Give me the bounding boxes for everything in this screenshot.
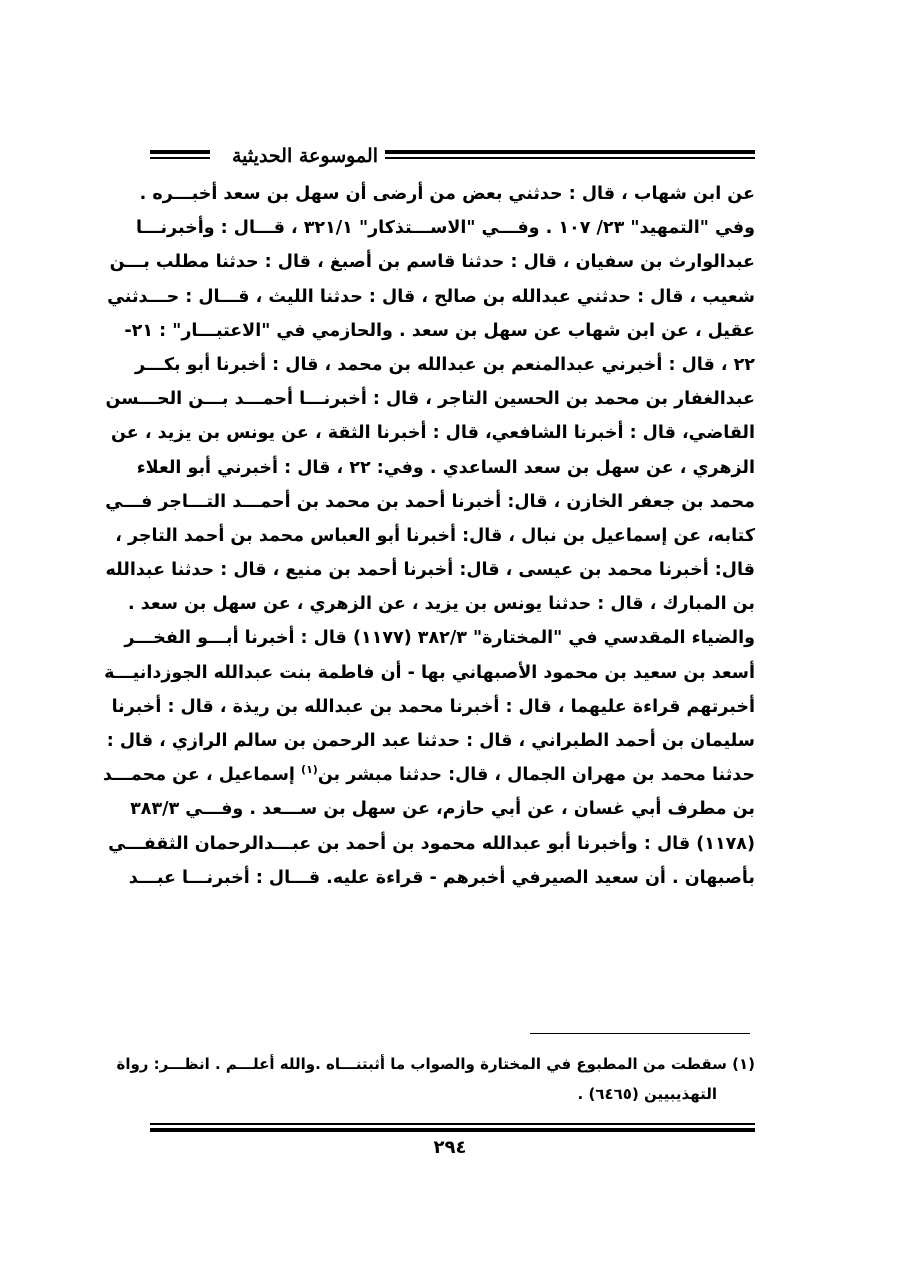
text-line: ٢٢ ، قال : أخبرني عبدالمنعم بن عبدالله بن محمد ، قال : أخبرنا أبو بكـــر <box>134 354 755 375</box>
header-title: الموسوعة الحديثية <box>232 145 378 167</box>
text-line: قال: أخبرنا محمد بن عيسى ، قال: أخبرنا أحمد بن منيع ، قال : حدثنا عبدالله <box>105 560 755 581</box>
text-line: محمد بن جعفر الخازن ، قال: أخبرنا أحمد بن محمد بن أحمـــد التـــاجر فـــي <box>105 491 755 512</box>
text-line: الزهري ، عن سهل بن سعد الساعدي . وفي: ٢٢ ، قال : أخبرني أبو العلاء <box>136 457 755 478</box>
line-text-before: حدثنا محمد بن مهران الجمال ، قال: حدثنا مبشر بن <box>317 765 755 786</box>
text-line: أسعد بن سعيد بن محمود الأصبهاني بها - أن فاطمة بنت عبدالله الجوزدانيـــة <box>104 662 755 683</box>
text-line: بأصبهان . أن سعيد الصيرفي أخبرهم - قراءة عليه. قـــال : أخبرنـــا عبـــد <box>128 867 755 888</box>
footnote-line: التهذيبيين (٦٤٦٥) . <box>577 1085 717 1103</box>
text-line: القاضي، قال : أخبرنا الشافعي، قال : أخبرنا الثقة ، عن يونس بن يزيد ، عن <box>111 423 755 444</box>
text-line: (١١٧٨) قال : وأخبرنا أبو عبدالله محمود بن أحمد بن عبـــدالرحمان الثقفـــي <box>108 833 755 854</box>
text-line: عن ابن شهاب ، قال : حدثني بعض من أرضى أن سهل بن سعد أخبـــره . <box>139 184 755 204</box>
page-number: ٢٩٤ <box>433 1137 467 1158</box>
text-line: والضياء المقدسي في "المختارة" ٣٨٢/٣ (١١٧٧) قال : أخبرنا أبـــو الفخـــر <box>124 628 755 649</box>
body-text <box>102 177 755 895</box>
footnote-line: (١) سقطت من المطبوع في المختارة والصواب ما أثبتنـــاه .والله أعلـــم . انظـــر: رواة <box>116 1055 755 1073</box>
text-line: سليمان بن أحمد الطبراني ، قال : حدثنا عبد الرحمن بن سالم الرازي ، قال : <box>106 731 755 751</box>
footnotes <box>116 1049 755 1109</box>
header-rule-right <box>385 150 755 159</box>
text-line: عبدالغفار بن محمد بن الحسين التاجر ، قال : أخبرنـــا أحمـــد بـــن الحـــسن <box>105 389 755 410</box>
footer-rule <box>150 1123 755 1132</box>
text-line: وفي "التمهيد" ٢٣/ ١٠٧ . وفـــي "الاســـتذكار" ٣٢١/١ ، قـــال : وأخبرنـــا <box>135 218 755 239</box>
line-text-after: إسماعيل ، عن محمـــد <box>102 765 302 786</box>
text-line: بن مطرف أبي غسان ، عن أبي حازم، عن سهل بن ســـعد . وفـــي ٣٨٣/٣ <box>130 799 755 820</box>
text-line: كتابه، عن إسماعيل بن نبال ، قال: أخبرنا أبو العباس محمد بن أحمد التاجر ، <box>115 525 755 546</box>
text-line-with-footnote-ref <box>102 758 755 792</box>
text-line: عقيل ، عن ابن شهاب عن سهل بن سعد . والحازمي في "الاعتبـــار" : ٢١- <box>124 320 755 341</box>
text-line: بن المبارك ، قال : حدثنا يونس بن يزيد ، عن الزهري ، عن سهل بن سعد . <box>128 594 755 615</box>
header-rule-left <box>150 150 210 159</box>
footnote-separator <box>530 1033 750 1034</box>
text-line: عبدالوارث بن سفيان ، قال : حدثنا قاسم بن أصبغ ، قال : حدثنا مطلب بـــن <box>109 252 755 273</box>
page-header <box>150 143 755 169</box>
text-line: شعيب ، قال : حدثني عبدالله بن صالح ، قال : حدثنا الليث ، قـــال : حـــدثني <box>107 286 755 307</box>
text-line: أخبرتهم قراءة عليهما ، قال : أخبرنا محمد بن عبدالله بن ريذة ، قال : أخبرنا <box>111 696 755 717</box>
footnote-ref[interactable]: (١) <box>301 763 318 777</box>
